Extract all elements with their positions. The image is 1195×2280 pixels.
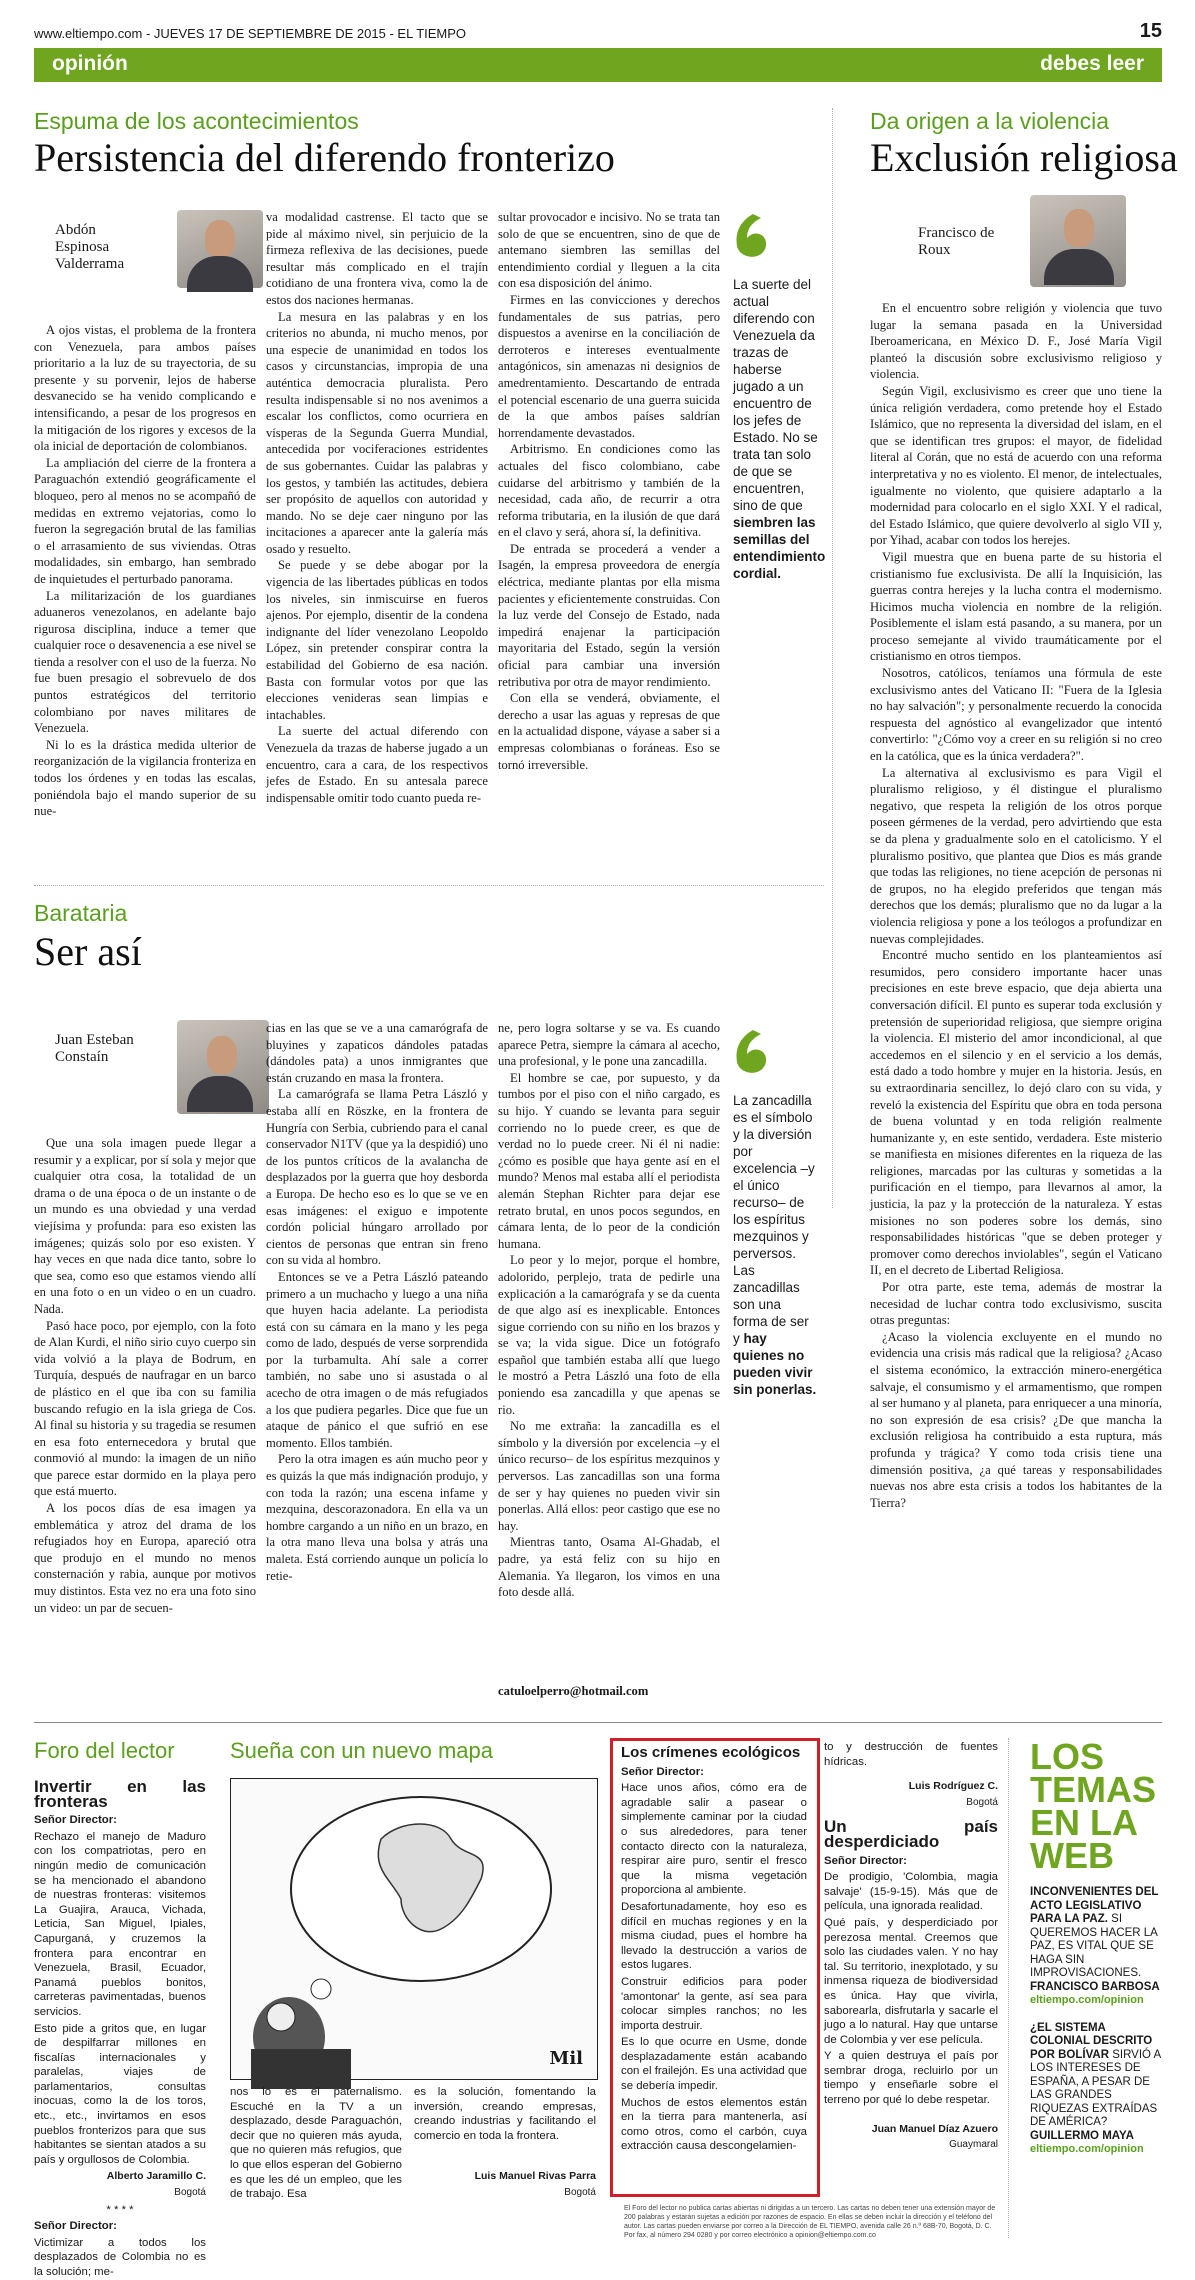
letter-body: Y a quien destruya el país por sembrar droga, recluirlo por un tiempo y enseñarle sobre el terreno por qué lo debe respetar.: [824, 2050, 998, 2107]
article3-title: Ser así: [34, 929, 142, 974]
bottom-divider: [34, 1722, 1162, 1723]
paragraph: cias en las que se ve a una camarógrafa de bluyines y zapaticos dándoles patadas (dándoles pata) a unos inmigrantes que están cruzando en masa la frontera.: [266, 1021, 488, 1085]
letter-body: Qué país, y desperdiciado por perezosa mental. Creemos que solo las ciudades valen. Y no hay tal. Su territorio, inexplotado, y su inmensa riqueza de biodiversidad es única. Hay que vivirla, saborearla, disfrutarla y sacarle el jugo a lo natural. Hay que untarse de Colombia y ver ese película.: [824, 1916, 998, 2046]
paragraph: Entonces se ve a Petra László pateando primero a un muchacho y luego a una niña que huyen hacia adelante. La periodista está con su cámara en la mano y les pega como de lado, después de verse sorprendida por la turbamulta. Ahí sale a correr también, no sabe uno si asustada o al acecho de otra imagen o de más refugiados a los que pudiera pegarles. Dice que fue un ataque de pánico el que sufrió en ese momento. Ellos también.: [266, 1269, 488, 1450]
page-number: 15: [1139, 20, 1162, 42]
letter-city: Bogotá: [174, 2187, 206, 2199]
article1-pullquote: [733, 212, 826, 582]
separator: * * * *: [106, 2203, 134, 2216]
article1-col2: [266, 209, 488, 871]
letter-signature: Luis Rodríguez C.: [908, 1780, 998, 1793]
article1-pullquote-text: La suerte del actual diferendo con Venezuela da trazas de haberse jugado a un encuentro de los jefes de Estado. No se trata tan solo de que se encuentren, sino de que siembren las semillas del entendimiento cordial.: [733, 277, 826, 581]
page-header: [34, 22, 1162, 44]
quote-mark-icon: [733, 212, 773, 262]
article1-author-name: Abdón Espinosa Valderrama: [55, 222, 125, 272]
article1-col3: [498, 209, 720, 871]
paragraph: Firmes en las convicciones y derechos fundamentales de sus patrias, pero dispuestos a avenirse en la conciliación de derroteros e intereses eventualmente antagónicos, sin amenazas ni designios de amedrentamiento. Descartando de entrada el potencial escenario de una guerra suicida de la que ambos países saldrían horrendamente devastados.: [498, 292, 720, 440]
letter-body: De prodigio, 'Colombia, magia salvaje' (15-9-15). Más que de película, una ignorada realidad.: [824, 1871, 998, 1913]
suena-col2: [414, 2085, 596, 2235]
article3-kicker: Barataria: [34, 900, 128, 926]
paragraph: La militarización de los guardianes aduaneros venezolanos, en adelante bajo rigurosa disciplina, induce a temer que cualquier roce o desavenencia a ese nivel se tienda a resolver con el uso de la fuerza. No fue buen presagio el sobrevuelo de dos puntos estratégicos del territorio colombiano por naves militares de Venezuela.: [34, 588, 256, 736]
letter-body: Victimizar a todos los desplazados de Colombia no es la solución; me-: [34, 2236, 206, 2278]
article2-author-box: [918, 195, 1126, 273]
letter-city: Bogotá: [564, 2186, 596, 2198]
article3-pullquote-text: La zancadilla es el símbolo y la diversión por excelencia –y el único recurso– de los espíritus mezquinos y perversos. Las zancadillas son una forma de ser y hay quienes no pueden vivir sin ponerlas.: [733, 1093, 817, 1397]
letter-body: es la solución, fomentando la inversión, creando empresas, creando industrias y facilitando el comercio en toda la frontera.: [414, 2086, 596, 2142]
paragraph: En el encuentro sobre religión y violencia que tuvo lugar la semana pasada en la Universidad Iberoamericana, en México D. F., José María Vigil planteó la discusión sobre exclusivismo religioso y violencia.: [870, 301, 1162, 382]
paragraph: Mientras tanto, Osama Al-Ghadab, el padre, ya está feliz con su hijo en Alemania. Ya llegaron, los vimos en una foto desde allá.: [498, 1535, 720, 1600]
article3-author-photo: [177, 1020, 269, 1114]
article1-col1: [34, 322, 256, 870]
article1-author-box: [55, 210, 263, 288]
paragraph: ¿Acaso la violencia excluyente en el mundo no evidencia una crisis más radical que la religiosa? ¿Acaso el sistema económico, la extracción minero-energética salvaje, el consumismo y el armamentismo, que rompen al ser humano y al planeta, para enriquecer a una minoría, no son expresión de esa crisis? ¿De que mancha la exclusión religiosa ha contribuido a esta ruptura, más profunda y trágica? Y como toda crisis tiene una dimensión positiva, ¿a qué tareas y responsabilidades nuevas nos abre esta crisis a todos los habitantes de la Tierra?: [870, 1329, 1162, 1510]
letter-body: Es lo que ocurre en Usme, donde desplazadamente están acabando con el frailejón. Es una actividad que se debería impedir.: [621, 2036, 807, 2093]
article2-body: [870, 300, 1162, 1510]
article3-email[interactable]: catuloelperro@hotmail.com: [498, 1684, 649, 1698]
letter-body: Construir edificios para poder 'amontonar' la gente, así sea para colocar simples ranchos; no les importa destruir.: [621, 1975, 807, 2032]
column-divider: [832, 108, 833, 1208]
paragraph: La suerte del actual diferendo con Venezuela da trazas de haberse jugado a un encuentro, cara a cara, de los respectivos jefes de Estado. En su antesala parece indispensable omitir todo cuanto pueda re-: [266, 724, 488, 805]
letter-salutation: Señor Director:: [621, 1765, 704, 1778]
dateline: www.eltiempo.com - JUEVES 17 DE SEPTIEMBRE DE 2015 - EL TIEMPO: [34, 26, 467, 41]
letter-signature: Luis Manuel Rivas Parra: [474, 2170, 596, 2183]
cartoon-illustration: [231, 1779, 597, 2079]
paragraph: De entrada se procederá a vender a Isagén, la empresa proveedora de energía eléctrica, mediante plantas por ella misma pacientes y eficientemente construidas. Con la luz verde del Consejo de Estado, nada impedirá enajenar la participación mayoritaria del Estado, según la versión oficial para cambiar una inversión retributiva por otra de mayor rendimiento.: [498, 541, 720, 689]
paragraph: ne, pero logra soltarse y se va. Es cuando aparece Petra, siempre la cámara al acecho, una profesional, y le pone una zancadilla.: [498, 1021, 720, 1069]
paragraph: Encontré mucho sentido en los planteamientos así resumidos, pero considero importante hacer unas precisiones en este breve espacio, que deja abierta una conversación difícil. El punto es superar toda exclusión y pretensión de superioridad religiosa, que siempre origina la violencia. El misterio del amor incondicional, al que accedemos en el silencio y en el servicio a los demás, está dado a todo hombre y mujer en la historia. Jesús, en su extraordinaria sencillez, lo dejó claro con su vida, y reveló la existencia del Espíritu que obra en toda persona de buena voluntad y en toda religión realmente humanizante y, en este sentido, verdadera. Este misterio se manifiesta en misiones diferentes en la riqueza de las religiones, marcadas por las culturas y sometidas a la purificación en el tiempo, para llevarnos al amor, la justicia, la paz y la protección de la naturaleza. Y estas misiones no son poderes sobre los demás, sino responsabilidades históricas "que se deben proteger y promover como derechos inviolables", según el Vaticano II, en el decreto de Libertad Religiosa.: [870, 948, 1162, 1278]
letter-body: Desafortunadamente, hoy eso es difícil en muchas regiones y en la misma ciudad, pues el hombre ha llevado la destrucción a varios de estos lugares.: [621, 1900, 807, 1972]
cartoon-signature: Mil: [549, 2048, 583, 2069]
paragraph: La camarógrafa se llama Petra László y estaba allí en Röszke, en la frontera de Hungría con Serbia, cubriendo para el canal conservador N1TV (que ya la despidió) uno de los puntos críticos de la avalancha de desplazados por la guerra que hoy desborda a Europa. De hecho eso es lo que se ve en esas imágenes: el exiguo e impotente cordón policial húngaro arrollado por cientos de personas que entran sin freno con su vida al hombro.: [266, 1087, 488, 1268]
foro-kicker: Foro del lector: [34, 1738, 175, 1763]
paragraph: El hombre se cae, por supuesto, y da tumbos por el piso con el niño cargado, es su hijo. Y cuando se levanta para seguir corriendo no lo puede creer, es que de verdad no lo puede creer. Ni él ni nadie: ¿cómo es posible que haya gente así en el mundo? Menos mal estaba allí el periodista alemán Stephan Richter para dejar ese retrato brutal, en unos pocos segundos, en cámara lenta, de lo peor de la condición humana.: [498, 1070, 720, 1251]
paragraph: Según Vigil, exclusivismo es creer que uno tiene la única religión verdadera, como pretende hoy el Estado Islámico, que no representa la diversidad del islam, en el que se identifican tres grupos: el mayor, de fidelidad literal al Corán, que no está de acuerdo con una reforma interpretativa y no es violento. El menor, de intelectuales, igualmente no violento, que quisiere adaptarlo a la modernidad para colocarlo en el siglo XXI. Y el radical, del Estado Islámico, que quiere devolverlo al siglo VII y, por Yihad, acabar con todos los herejes.: [870, 383, 1162, 548]
letter-salutation: Señor Director:: [34, 2220, 117, 2233]
suena-kicker: Sueña con un nuevo mapa: [230, 1738, 493, 1763]
article3-col3: [498, 1020, 720, 1680]
paragraph: No me extraña: la zancadilla es el símbolo y la diversión por excelencia –y el único recurso– de los espíritus mezquinos y perversos. Las zancadillas son una forma de ser y hay quienes no pueden vivir sin ponerlas. Allá ellos: peor castigo que ese no hay.: [498, 1419, 720, 1533]
section-right-label: debes leer: [1040, 52, 1144, 75]
paragraph: va modalidad castrense. El tacto que se pide al máximo nivel, sin perjuicio de la firmeza reflexiva de las decisiones, puede resultar más complicado en el trajín cotidiano de una frontera viva, como la de estos dos naciones hermanas.: [266, 210, 488, 307]
paragraph: Nosotros, católicos, teníamos una fórmula de este exclusivismo antes del Vaticano II: "Fuera de la Iglesia no hay salvación"; y personalmente recuerdo la conocida respuesta del agnóstico al evangelizador que intentó convertirlo: "¿Cómo voy a creer en su religión si no creo en la católica, que es la única verdadera?".: [870, 666, 1162, 764]
paragraph: La mesura en las palabras y en los criterios no abunda, ni mucho menos, por una especie de unanimidad en todos los casos y circunstancias, impropia de una auténtica democracia pluralista. Pero resulta indispensable si no nos avenimos a escalar los conflictos, como ocurriera en vísperas de la Segunda Guerra Mundial, antecedida por vociferaciones estridentes de sus gobernantes. Cuidar las palabras y los gestos, y también las actitudes, debiera ser propósito de aquellos con autoridad y mando. No se deje caer ninguno por las incitaciones a aparecer ante la galería más osado y resuelto.: [266, 309, 488, 556]
article3-pullquote: [733, 1028, 819, 1398]
article1-kicker: Espuma de los acontecimientos: [34, 108, 359, 134]
crimenes-letter: [621, 1746, 807, 2186]
paragraph: Que una sola imagen puede llegar a resumir y a explicar, por sí sola y mejor que cualquier otra cosa, la totalidad de un drama o de una época o de un instante o de un mundo es una obviedad y una verdad viejísima y profunda: para eso existen las imágenes; quizás solo por eso existen. Y hay veces en que nada dice tanto, sobre lo que sea, como eso que estamos viendo allí en una foto o en un video o en un cuadro. Nada.: [34, 1136, 256, 1316]
column-divider: [1008, 1738, 1009, 2238]
letter-salutation: Señor Director:: [824, 1854, 907, 1867]
paragraph: Se puede y se debe abogar por la vigencia de las libertades públicas en todos los niveles, sin inmiscuirse en fueros ajenos. Por ejemplo, disentir de la condena indignante del líder venezolano Leopoldo López, sin pretender conspirar contra la estabilidad del Gobierno de esa nación. Basta con formular votos por que las elecciones venideras sean limpias e intachables.: [266, 558, 488, 722]
article1-author-photo: [177, 210, 263, 288]
temas-item[interactable]: ¿EL SISTEMA COLONIAL DESCRITO POR BOLÍVAR SIRVIÓ A LOS INTERESES DE ESPAÑA, A PESAR DE LAS GRANDES RIQUEZAS EXTRAÍDAS DE AMÉRICA? GUILLERMO MAYA eltiempo.com/opinion: [1030, 2021, 1161, 2155]
article3-author-box: [55, 1020, 263, 1098]
suena-col1: [230, 2085, 402, 2235]
paragraph: Arbitrismo. En condiciones como las actuales del fisco colombiano, cabe cuidarse del arbitrismo y también de la necesidad, cada año, de recurrir a otra reforma tributaria, en la ilusión de que dará en el clavo y será, ahora sí, la definitiva.: [498, 442, 720, 540]
article2-author-photo: [1030, 195, 1126, 287]
letter-body: to y destrucción de fuentes hídricas.: [824, 1741, 998, 1768]
paragraph: La alternativa al exclusivismo es para Vigil el pluralismo religioso, y él distingue el pluralismo negativo, que respeta la religión de los otros porque poseen gérmenes de la verdad, pero advirtiendo que esta se da plena y gradualmente solo en el catolicismo. Y el pluralismo positivo, que plantea que Dios es más grande que todas las religiones, no tiene acepción de personas ni de grupos, no ha elegido preferidos que tengan más derechos que los demás; pluralismo que no da lugar a la violencia religiosa y pone a los teólogos a profundizar en nuevas complejidades.: [870, 765, 1162, 946]
section-divider: [34, 885, 824, 886]
article3-author-name: Juan Esteban Constaín: [55, 1032, 134, 1065]
letter-title: Invertir en las fronteras: [34, 1777, 206, 1811]
temas-link[interactable]: eltiempo.com/opinion: [1030, 1994, 1144, 2006]
letter-body: Rechazo el manejo de Maduro con los compatriotas, pero en ningún medio de comunicación se ha mencionado el abandono de nuestras fronteras: visitemos La Guajira, Arauca, Vichada, Leticia, San Miguel, Ipiales, Capurganá, y cruzemos la frontera para encontrar en Venezuela, Brasil, Ecuador, Panamá pueblos bonitos, carreteras pavimentadas, buenos servicios.: [34, 1830, 206, 2018]
letter-city: Bogotá: [966, 1796, 998, 1808]
letter-body: Muchos de estos elementos están en la tierra para mantenerla, así como otros, como el carbón, cuya extracción causa descongelamien-: [621, 2096, 807, 2153]
article1-title: Persistencia del diferendo fronterizo: [34, 135, 615, 180]
article2-title: Exclusión religiosa: [870, 135, 1178, 180]
paragraph: Vigil muestra que en buena parte de su historia el cristianismo fue exclusivista. De allí la Inquisición, las guerras contra herejes y la lucha contra el modernismo. Hicimos mucha violencia en nombre de la religión. Posiblemente el islam está pasando, a su manera, por un proceso semejante al vivido traumáticamente por el cristianismo en otros tiempos.: [870, 549, 1162, 664]
section-label: opinión: [52, 52, 128, 75]
letter-title: Los crímenes ecológicos: [621, 1744, 801, 1761]
quote-mark-icon: [733, 1028, 773, 1078]
paragraph: A los pocos días de esa imagen ya emblemática y atroz del drama de los refugiados hoy en Europa, apareció otra que produjo en el mundo no menos consternación y rabia, aunque por motivos muy distintos. Esta vez no era una foto sino un video: un par de secuen-: [34, 1501, 256, 1615]
article2-kicker: Da origen a la violencia: [870, 108, 1110, 134]
article3-col2: [266, 1020, 488, 1700]
paragraph: La ampliación del cierre de la frontera a Paraguachón extendió geográficamente el bloqueo, pero al menos no se acompañó de medidas en extremo vejatorias, como lo fueron la segregación brutal de las familias o el arrasamiento de sus viviendas. Otras modalidades, sin embargo, han sembrado de inquietudes el perturbado panorama.: [34, 455, 256, 586]
temas-box: [1030, 1736, 1162, 2157]
letter-city: Guaymaral: [949, 2139, 998, 2151]
section-band: [34, 48, 1162, 82]
letter-body: nos lo es el paternalismo. Escuché en la TV a un desplazado, desde Paraguachón, decir que no quieren más ayuda, que no quieren más refugios, que lo que ellos esperan del Gobierno es que les dé un empleo, que les de trabajo. Esa: [230, 2086, 402, 2201]
letter-body: Esto pide a gritos que, en lugar de despilfarrar millones en fiscalías internacionales y paralelas, viajes de parlamentarios, consultas inocuas, como la de los toros, etc., etc., invirtamos en esos pueblos fronterizos para que sus habitantes se sientan atados a su país y orgullosos de Colombia.: [34, 2022, 206, 2166]
paragraph: Pero la otra imagen es aún mucho peor y es quizás la que más indignación produjo, y con toda la razón; una escena infame y mezquina, descorazonadora. En ella va un hombre cargando a un niño en un brazo, en la otra mano lleva una bolsa y atrás una maleta. Está corriendo aunque un policía lo retie-: [266, 1452, 488, 1583]
paragraph: sultar provocador e incisivo. No se trata tan solo de que se encuentren, sino de que de antemano siembren las semillas del entendimiento cordial y lleguen a la cita con esa disposición del ánimo.: [498, 210, 720, 291]
temas-item[interactable]: INCONVENIENTES DEL ACTO LEGISLATIVO PARA LA PAZ. SI QUEREMOS HACER LA PAZ, ES VITAL QUE SE HAGA SIN IMPROVISACIONES. FRANCISCO BARBOSA eltiempo.com/opinion: [1030, 1886, 1160, 2006]
article2-author-name: Francisco de Roux: [918, 225, 995, 258]
paragraph: Ni lo es la drástica medida ulterior de reorganización de la vigilancia fronteriza en todos los órdenes y en todas las escalas, poniéndola bajo el mando superior de su nue-: [34, 737, 256, 819]
letter-signature: Alberto Jaramillo C.: [106, 2170, 206, 2183]
letter-title: Un país desperdiciado: [824, 1817, 998, 1851]
paragraph: Lo peor y lo mejor, porque el hombre, adolorido, perplejo, trata de pedirle una explicación a la camarógrafa y se da cuenta de que algo así es inexplicable. Entonces sigue corriendo con su niño en los brazos y se va; la vida sigue. Dice un fotógrafo español que también estaba allí que luego le mostró a Petra László una foto de ella poniendo esa zancadilla y que apenas se rio.: [498, 1253, 720, 1417]
paragraph: Pasó hace poco, por ejemplo, con la foto de Alan Kurdi, el niño sirio cuyo cuerpo sin vida volvió a la playa de Bodrum, en Turquía, después de naufragar en un barco de plástico en el que iba con su familia buscando refugio en la isla griega de Cos. Al final su historia y su tragedia se resumen en esa foto enternecedora y brutal que conmovió al mundo: la imagen de un niño que parece estar dormido en la playa pero que está muerto.: [34, 1318, 256, 1499]
footnote: El Foro del lector no publica cartas abiertas ni dirigidas a un tercero. Las cartas no deben tener una extensión mayor de 200 palabras y estarán sujetas a edición por razones de espacio. En ellas se deben incluir la dirección y el teléfono del autor. Las cartas pueden enviarse por correo a la Dirección de EL TIEMPO, avenida calle 26 n.º 68B-70, Bogotá, D. C. Por fax, al número 294 0280 y por correo electrónico a opinion@eltiempo.com.co: [624, 2205, 996, 2239]
foro-letter1: [34, 1777, 206, 2278]
letter-salutation: Señor Director:: [34, 1814, 117, 1827]
cartoon: [230, 1778, 598, 2080]
paragraph: A ojos vistas, el problema de la frontera con Venezuela, para ambos países prioritario a la luz de su trayectoria, de su presente y su porvenir, lejos de haberse desvanecido se ha venido complicando e intensificando, a pesar de los progresos en la mitigación de los rigores y excesos de la ola inicial de deportación de colombianos.: [34, 323, 256, 454]
article3-col1: [34, 1135, 256, 1700]
col-crimenes-cont: [824, 1740, 998, 2200]
letter-signature: Juan Manuel Díaz Azuero: [871, 2122, 998, 2135]
temas-title: LOS TEMAS EN LA WEB: [1030, 1736, 1156, 1876]
letter-body: Hace unos años, cómo era de agradable salir a pasear o simplemente caminar por la ciudad o sus alrededores, para tener contacto directo con la naturaleza, respirar aire puro, sentir el fresco que la misma vegetación proporciona al ambiente.: [621, 1782, 807, 1897]
paragraph: Por otra parte, este tema, además de mostrar la necesidad de luchar contra todo exclusivismo, suscita otras preguntas:: [870, 1280, 1162, 1328]
paragraph: Con ella se venderá, obviamente, el derecho a usar las aguas y represas de que en la actualidad dispone, váyase a saber si a empresas colombianas o foráneas. Eso se tornó irreversible.: [498, 691, 720, 772]
temas-link[interactable]: eltiempo.com/opinion: [1030, 2143, 1144, 2155]
